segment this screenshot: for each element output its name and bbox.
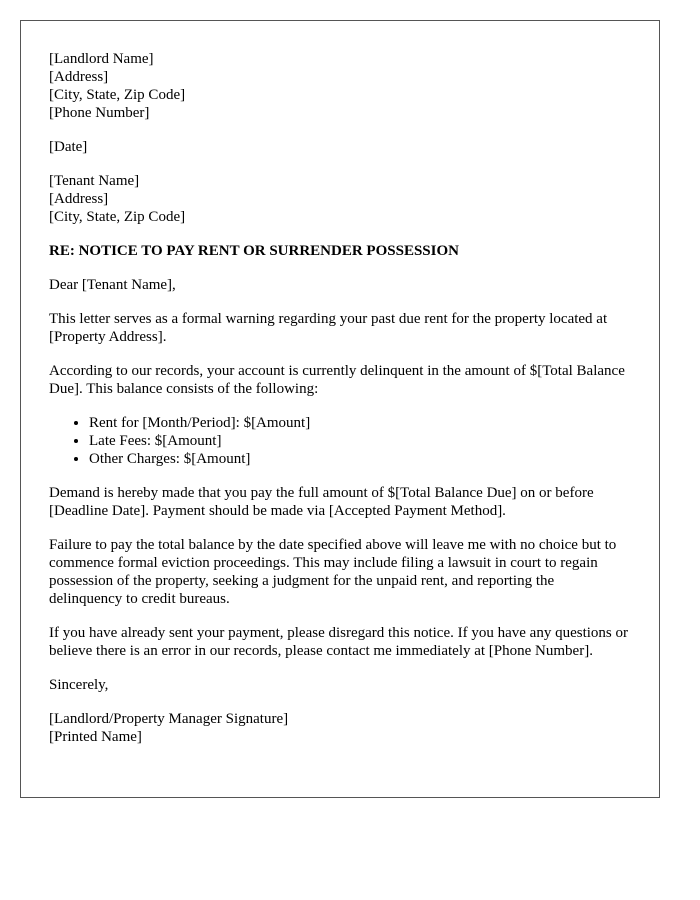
signature-line: [Landlord/Property Manager Signature] xyxy=(49,711,289,727)
recipient-address: [Address] xyxy=(49,191,109,207)
body-paragraph-2: According to our records, your account is currently delinquent in the amount of $[Total Balance Due]. This balance consists of the following: xyxy=(49,363,625,397)
letter-date: [Date] xyxy=(49,139,88,155)
body-paragraph-1: This letter serves as a formal warning regarding your past due rent for the property located at [Property Address]. xyxy=(49,311,608,345)
body-paragraph-5: If you have already sent your payment, please disregard this notice. If you have any questions or believe there is an error in our records, please contact me immediately at [Phone Number]. xyxy=(49,625,628,659)
printed-name: [Printed Name] xyxy=(49,729,142,745)
closing: Sincerely, xyxy=(49,677,109,693)
charges-list xyxy=(49,414,631,468)
sender-name: [Landlord Name] xyxy=(49,51,154,67)
charge-item-late-fees: • Late Fees: $[Amount] xyxy=(89,432,631,450)
sender-city-state-zip: [City, State, Zip Code] xyxy=(49,87,186,103)
recipient-name: [Tenant Name] xyxy=(49,173,140,189)
body-paragraph-3: Demand is hereby made that you pay the full amount of $[Total Balance Due] on or before [Deadline Date]. Payment should be made via [Accepted Payment Method]. xyxy=(49,485,594,519)
body-paragraph-4: Failure to pay the total balance by the date specified above will leave me with no choice but to commence formal eviction proceedings. This may include filing a lawsuit in court to regain possession of the property, seeking a judgment for the unpaid rent, and reporting the delinquency to credit bureaus. xyxy=(49,537,617,607)
letter-document xyxy=(20,20,660,798)
sender-phone: [Phone Number] xyxy=(49,105,150,121)
subject-line: RE: NOTICE TO PAY RENT OR SURRENDER POSSESSION xyxy=(49,243,459,259)
sender-address: [Address] xyxy=(49,69,109,85)
charge-item-other: • Other Charges: $[Amount] xyxy=(89,450,631,468)
recipient-city-state-zip: [City, State, Zip Code] xyxy=(49,209,186,225)
charge-item-rent: • Rent for [Month/Period]: $[Amount] xyxy=(89,414,631,432)
signature-block xyxy=(49,710,631,746)
sender-address-block xyxy=(49,50,631,122)
date-block xyxy=(49,138,631,156)
recipient-address-block xyxy=(49,172,631,226)
salutation: Dear [Tenant Name], xyxy=(49,277,176,293)
